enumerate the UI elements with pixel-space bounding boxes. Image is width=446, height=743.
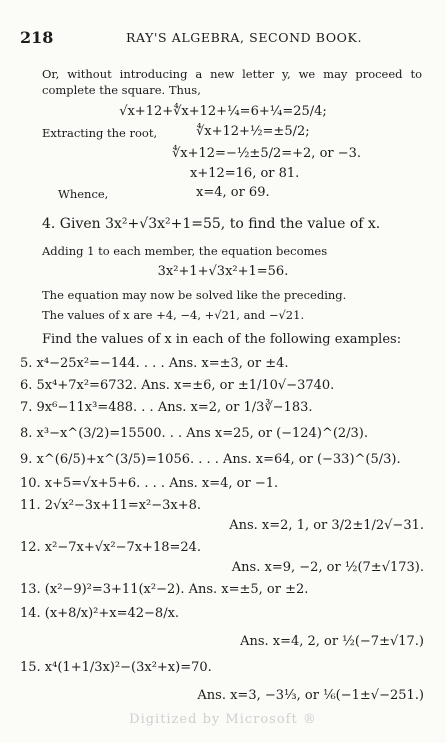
example-4-line-3: The values of x are +4, −4, +√21, and −√21. <box>42 308 305 322</box>
intro-equation-3: ∜x+12=−½±5/2=+2, or −3. <box>172 146 362 161</box>
exercise-11: 11. 2√x²−3x+11=x²−3x+8. <box>20 498 202 513</box>
exercise-11-answer: Ans. x=2, 1, or 3/2±1/2√−31. <box>229 518 424 533</box>
intro-equation-4: x+12=16, or 81. <box>190 166 300 181</box>
whence-label: Whence, <box>58 187 109 201</box>
exercise-14: 14. (x+8/x)²+x=42−8/x. <box>20 606 180 621</box>
exercise-10: 10. x+5=√x+5+6. . . . Ans. x=4, or −1. <box>20 476 279 491</box>
exercises-heading: Find the values of x in each of the following examples: <box>42 332 402 347</box>
intro-equation-1: √x+12+∜x+12+¼=6+¼=25/4; <box>119 104 327 119</box>
exercise-15: 15. x⁴(1+1/3x)²−(3x²+x)=70. <box>20 660 212 675</box>
running-head: RAY'S ALGEBRA, SECOND BOOK. <box>126 30 363 45</box>
intro-paragraph: Or, without introducing a new letter y, we may proceed to complete the square. Thus, <box>42 67 422 97</box>
intro-equation-2: ∜x+12+½=±5/2; <box>196 124 310 139</box>
exercise-9: 9. x^(6/5)+x^(3/5)=1056. . . . Ans. x=64, or (−33)^(5/3). <box>20 452 401 467</box>
exercise-14-answer: Ans. x=4, 2, or ½(−7±√17.) <box>240 634 424 649</box>
example-4-equation: 3x²+1+√3x²+1=56. <box>157 264 289 279</box>
exercise-12-answer: Ans. x=9, −2, or ½(7±√173). <box>231 560 424 575</box>
watermark: Digitized by Microsoft ® <box>129 712 317 727</box>
exercise-13: 13. (x²−9)²=3+11(x²−2). Ans. x=±5, or ±2. <box>20 582 309 597</box>
exercise-6: 6. 5x⁴+7x²=6732. Ans. x=±6, or ±1/10√−3740. <box>20 378 335 393</box>
page-number: 218 <box>20 28 54 47</box>
exercise-7: 7. 9x⁶−11x³=488. . . Ans. x=2, or 1/3∛−183. <box>20 400 313 415</box>
example-4-statement: 4. Given 3x²+√3x²+1=55, to find the value of x. <box>42 216 381 232</box>
exercise-15-answer: Ans. x=3, −3⅓, or ⅙(−1±√−251.) <box>197 688 424 703</box>
extract-label: Extracting the root, <box>42 126 158 140</box>
example-4-line-1: Adding 1 to each member, the equation becomes <box>42 244 328 258</box>
example-4-line-2: The equation may now be solved like the preceding. <box>42 288 347 302</box>
intro-equation-5: x=4, or 69. <box>196 185 270 200</box>
exercise-12: 12. x²−7x+√x²−7x+18=24. <box>20 540 202 555</box>
exercise-8: 8. x³−x^(3/2)=15500. . . Ans x=25, or (−124)^(2/3). <box>20 426 369 441</box>
exercise-5: 5. x⁴−25x²=−144. . . . Ans. x=±3, or ±4. <box>20 356 289 371</box>
